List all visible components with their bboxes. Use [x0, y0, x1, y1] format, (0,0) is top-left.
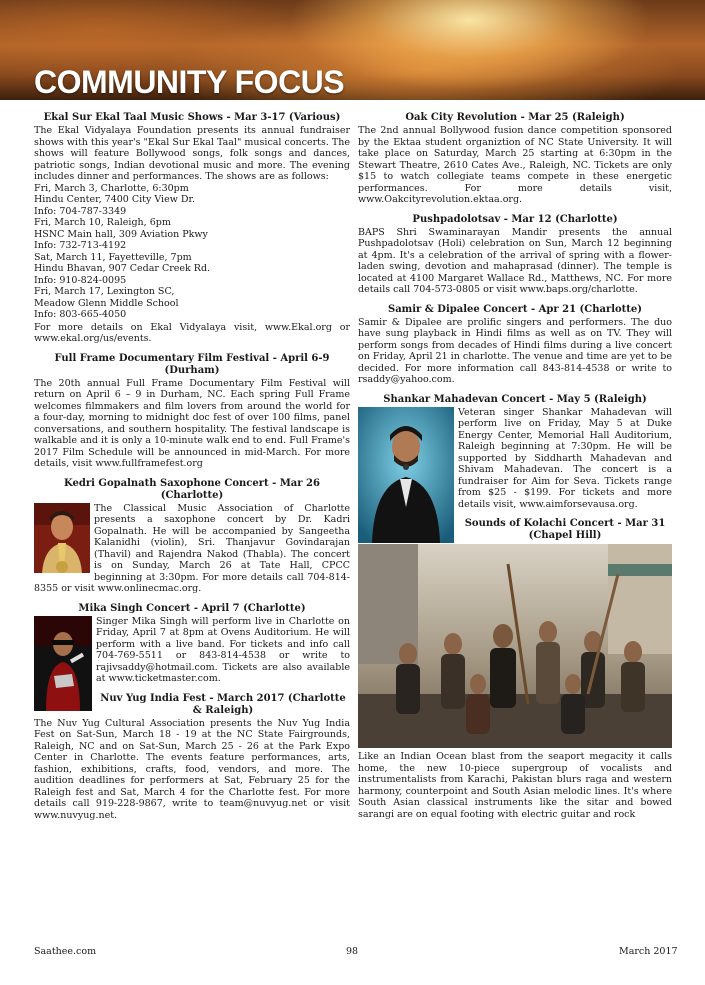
schedule-line: Fri, March 10, Raleigh, 6pm: [34, 217, 171, 228]
article-title: Pushpadolotsav - Mar 12 (Charlotte): [412, 213, 618, 225]
kedri-gopalnath-photo: [34, 503, 90, 573]
article-mika: [34, 603, 350, 685]
article-body: Singer Mika Singh will perform live in Charlotte on Friday, April 7 at 8pm at Ovens Auditorium. He will perform with a live band. For tickets and info call 704-769-5511 or 843-814-4538 or write to rajivsaddy@hotmail.com. Tickets are also available at www.ticketmaster.com.: [96, 615, 350, 684]
schedule-line: Hindu Center, 7400 City View Dr.: [34, 194, 195, 205]
article-body: Veteran singer Shankar Mahadevan will perform live on Friday, May 5 at Duke Energy Center, Memorial Hall Auditorium, Raleigh beginning at 7:30pm. He will be supported by Siddharth Mahadevan and Shivam Mahadevan. The concert is a fundraiser for Aim for Seva. Tickets range from $25 - $199. For tickets and more details visit, www.aimforsevausa.org.: [458, 406, 672, 510]
article-body: The 20th annual Full Frame Documentary Film Festival will return on April 6 – 9 in Durham, NC. Each spring Full Frame welcomes filmmakers and film lovers from around the world for a four-day, morning to midnight doc fest of over 100 films, panel conversations, and southern hospitality. The festival landscape is walkable and it is only a 10-minute walk end to end. Full Frame's 2017 Film Schedule will be announced in mid-March. For more details, visit www.fullframefest.org: [34, 377, 350, 469]
schedule-line: Info: 803-665-4050: [34, 309, 127, 320]
mika-singh-photo: [34, 616, 92, 711]
article-title: Nuv Yug India Fest - March 2017 (Charlotte & Raleigh): [100, 692, 346, 716]
article-kedri: [34, 478, 350, 595]
schedule-list: [34, 183, 350, 321]
article-title: Samir & Dipalee Concert - Apr 21 (Charlotte): [387, 303, 643, 315]
article-pushpadolotsav: [358, 214, 672, 296]
article-body: BAPS Shri Swaminarayan Mandir presents the annual Pushpadolotsav (Holi) celebration on Sun, March 12 beginning at 4pm. It's a celebration of the arrival of spring with a flower-laden swing, devotion and mahaprasad (dinner). The temple is located at 4100 Margaret Wallace Rd., Matthews, NC. For more details call 704-573-0805 or visit www.baps.org/charlotte.: [358, 226, 672, 295]
header-banner: [0, 0, 705, 100]
article-kolachi: [358, 518, 672, 820]
schedule-line: Info: 732-713-4192: [34, 240, 127, 251]
article-title: Full Frame Documentary Film Festival - April 6-9 (Durham): [54, 352, 330, 376]
article-body: The 2nd annual Bollywood fusion dance competition sponsored by the Ektaa student organiztion of NC State University. It will take place on Saturday, March 25 starting at 6:30pm in the Stewart Theatre, 2610 Cates Ave., Raleigh, NC. Tickets are only $15 to watch collegiate teams compete in these energetic performances. For more details visit, www.Oakcityrevolution.ektaa.org.: [358, 125, 672, 205]
article-nuvyug: [34, 693, 350, 822]
shankar-mahadevan-photo: [358, 407, 454, 543]
article-body: The Classical Music Association of Charlotte presents a saxophone concert by Dr. Kadri Gopalnath. He will be accompanied by Sangeetha Kalanidhi (violin), Sri. Thanjavur Govindarajan (Thavil) and Rajendra Nakod (Thabla). The concert is on Sunday, March 26 at Tate Hall, CPCC beginning at 3:30pm. For more details call 704-814-8355 or visit www.onlinecmac.org.: [34, 502, 350, 594]
right-column: [358, 112, 672, 828]
schedule-line: Info: 910-824-0095: [34, 274, 127, 286]
article-fullframe: [34, 353, 350, 470]
article-samir-dipalee: [358, 304, 672, 386]
article-body: Like an Indian Ocean blast from the seaport megacity it calls home, the new 10-piece supergroup of vocalists and instrumentalists from Karachi, Pakistan blurs raga and western harmony, counterpoint and South Asian melodic lines. It's where South Asian classical instruments like the sitar and bowed sarangi are on equal footing with electric guitar and rock: [358, 751, 672, 820]
article-body: Samir & Dipalee are prolific singers and performers. The duo have sung playback in Hindi films as well as on TV. They will perform songs from decades of Hindi films during a live concert on Friday, April 21 in charlotte. The venue and time are yet to be decided. For more information call 843-814-4538 or write to rsaddy@yahoo.com.: [358, 316, 672, 385]
article-title: Mika Singh Concert - April 7 (Charlotte): [78, 602, 306, 614]
schedule-line: Meadow Glenn Middle School: [34, 297, 179, 309]
footer-date: March 2017: [619, 946, 678, 957]
article-title: Oak City Revolution - Mar 25 (Raleigh): [405, 112, 625, 123]
article-title: Shankar Mahadevan Concert - May 5 (Raleigh): [383, 393, 647, 405]
schedule-line: HSNC Main hall, 309 Aviation Pkwy: [34, 228, 208, 240]
article-body: The Nuv Yug Cultural Association presents the Nuv Yug India Fest on Sat-Sun, March 18 - 19 at the NC State Fairgrounds, Raleigh, NC and on Sat-Sun, March 25 - 26 at the Park Expo Center in Charlotte. The events feature performances, arts, fashion, exhibitions, crafts, food, vendors, and more. The audition deadlines for performers at Sat, February 25 for the Raleigh fest and Sat, March 4 for the Charlotte fest. For more details call 919-228-9867, write to team@nuvyug.net or visit www.nuvyug.net.: [34, 717, 350, 821]
footer-site: Saathee.com: [34, 946, 97, 957]
article-outro: For more details on Ekal Vidyalaya visit, www.Ekal.org or www.ekal.org/us/events.: [34, 321, 350, 344]
article-title: Kedri Gopalnath Saxophone Concert - Mar 26 (Charlotte): [64, 477, 320, 501]
schedule-line: Fri, March 3, Charlotte, 6:30pm: [34, 182, 189, 194]
page-title: COMMUNITY FOCUS: [34, 64, 345, 100]
article-title: Sounds of Kolachi Concert - Mar 31 (Chapel Hill): [464, 518, 666, 541]
left-column: [34, 112, 350, 829]
sounds-of-kolachi-photo: [358, 544, 672, 748]
article-title: Ekal Sur Ekal Taal Music Shows - Mar 3-17 (Various): [43, 112, 341, 123]
schedule-line: Hindu Bhavan, 907 Cedar Creek Rd.: [34, 263, 211, 274]
schedule-line: Info: 704-787-3349: [34, 205, 127, 217]
schedule-line: Sat, March 11, Fayetteville, 7pm: [34, 251, 192, 263]
article-ekal: [34, 112, 350, 345]
schedule-line: Fri, March 17, Lexington SC,: [34, 286, 175, 297]
article-oakcity: [358, 112, 672, 206]
article-shankar: [358, 394, 672, 511]
article-intro: The Ekal Vidyalaya Foundation presents its annual fundraiser shows with this year's "Ekal Sur Ekal Taal" musical concerts. The shows will feature Bollywood songs, folk songs and dances, patriotic songs, Indian devotional music and more. The evening includes dinner and performances. The shows are as follows:: [34, 125, 350, 182]
footer-page-number: 98: [346, 946, 359, 957]
